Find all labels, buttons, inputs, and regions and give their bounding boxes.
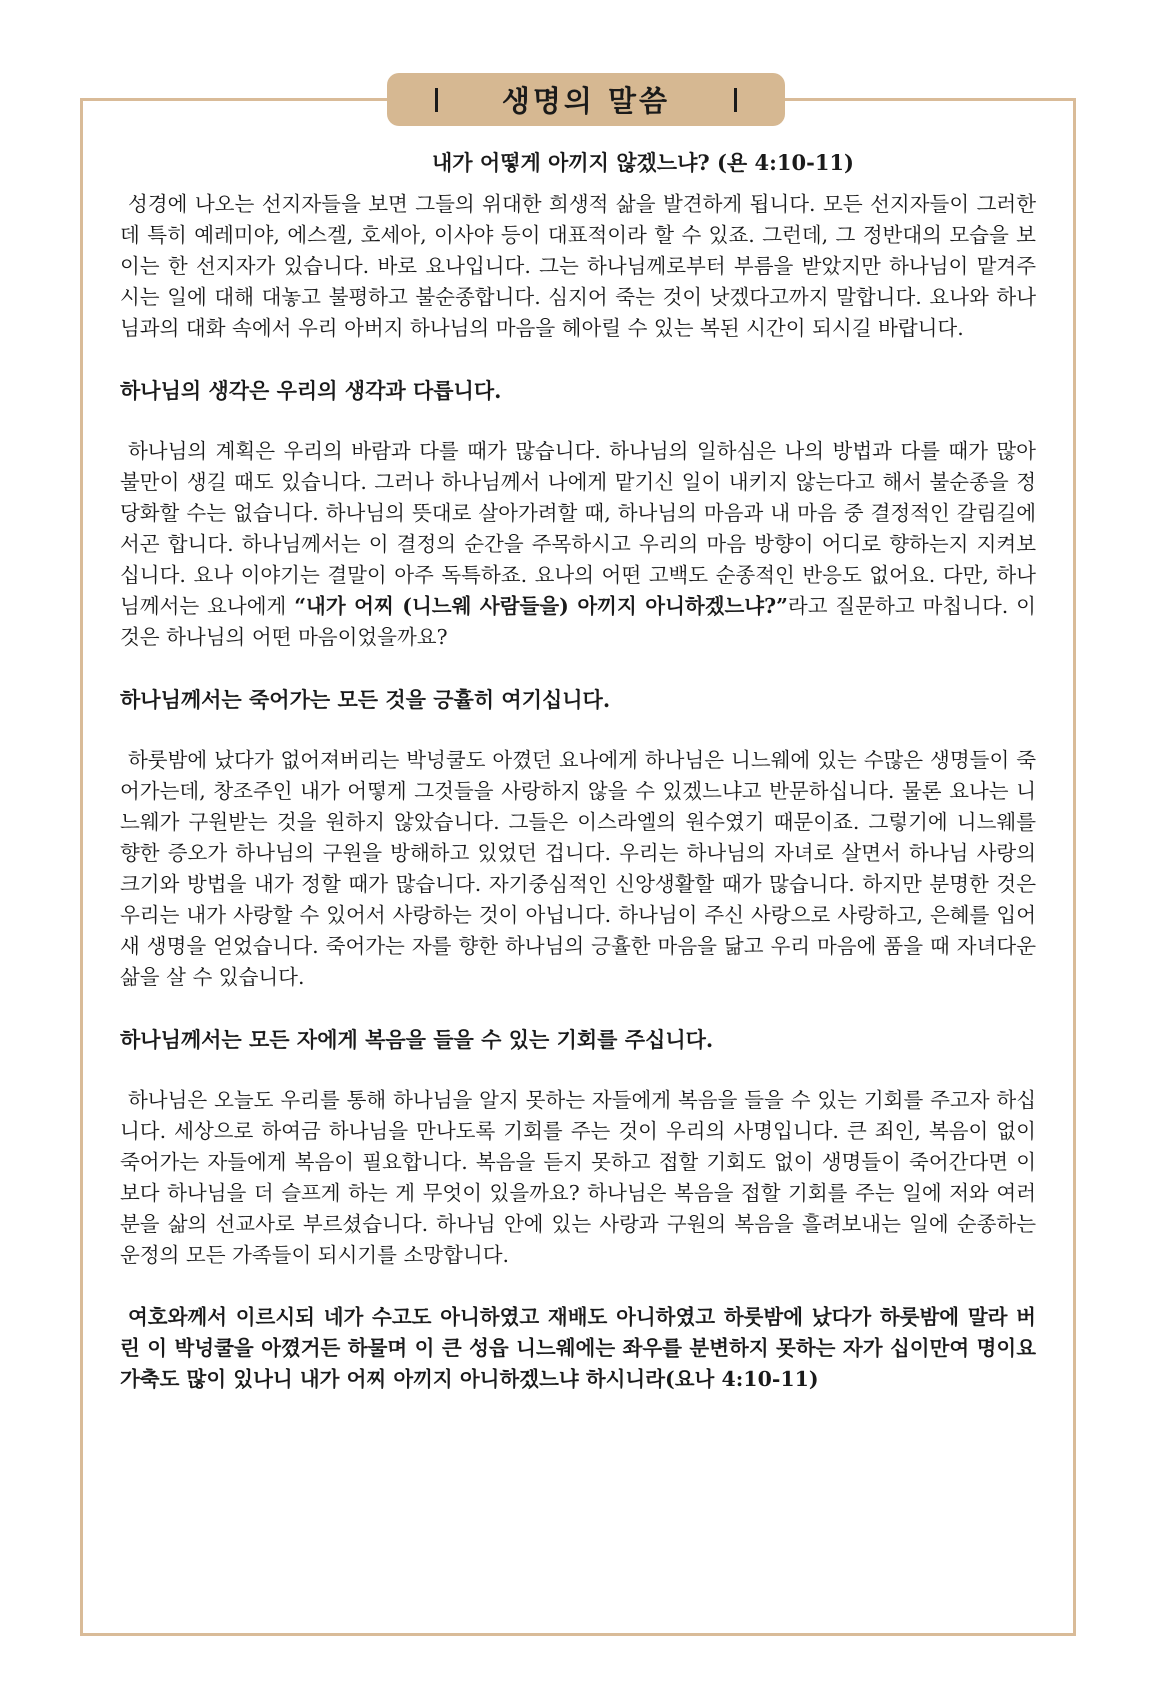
page-title: 생명의 말씀 xyxy=(501,84,671,118)
spacer xyxy=(120,406,1036,436)
title-tab xyxy=(387,73,785,126)
body1-quote: “내가 어찌 (니느웨 사람들을) 아끼지 아니하겠느냐?” xyxy=(294,594,788,618)
spacer xyxy=(120,1271,1036,1302)
spacer xyxy=(120,1055,1036,1085)
section-heading-3: 하나님께서는 모든 자에게 복음을 들을 수 있는 기회를 주십니다. xyxy=(120,1027,714,1052)
article-body xyxy=(120,147,1036,1395)
scripture-quote: 여호와께서 이르시되 네가 수고도 아니하였고 재배도 아니하였고 하룻밤에 났다가 하룻밤에 말라 버린 이 박넝쿨을 아꼈거든 하물며 이 큰 성읍 니느웨에는 좌우를 분변하지 못하는 자가 십이만여 명이요 가축도 많이 있나니 내가 어찌 아끼지 아니하겠느냐 하시니라(요나 4:10-11) xyxy=(120,1305,1036,1391)
title-right-bar xyxy=(734,88,737,112)
spacer xyxy=(120,993,1036,1024)
sermon-subtitle: 내가 어떻게 아끼지 않겠느냐? (욘 4:10-11) xyxy=(432,150,854,175)
intro-paragraph: 성경에 나오는 선지자들을 보면 그들의 위대한 희생적 삶을 발견하게 됩니다. 모든 선지자들이 그러한데 특히 예레미야, 에스겔, 호세아, 이사야 등이 대표적이라 할 수 있죠. 그런데, 그 정반대의 모습을 보이는 한 선지자가 있습니다. 바로 요나입니다. 그는 하나님께로부터 부름을 받았지만 하나님이 맡겨주시는 일에 대해 대놓고 불평하고 불순종합니다. 심지어 죽는 것이 낫겠다고까지 말합니다. 요나와 하나님과의 대화 속에서 우리 아버지 하나님의 마음을 헤아릴 수 있는 복된 시간이 되시길 바랍니다. xyxy=(120,192,1036,340)
spacer xyxy=(120,344,1036,375)
section-body-1 xyxy=(120,436,1036,653)
title-left-bar xyxy=(435,88,438,112)
section-heading-1: 하나님의 생각은 우리의 생각과 다릅니다. xyxy=(120,378,502,403)
spacer xyxy=(120,715,1036,745)
section-body-3: 하나님은 오늘도 우리를 통해 하나님을 알지 못하는 자들에게 복음을 들을 수 있는 기회를 주고자 하십니다. 세상으로 하여금 하나님을 만나도록 기회를 주는 것이 우리의 사명입니다. 큰 죄인, 복음이 없이 죽어가는 자들에게 복음이 필요합니다. 복음을 듣지 못하고 접할 기회도 없이 생명들이 죽어간다면 이보다 하나님을 더 슬프게 하는 게 무엇이 있을까요? 하나님은 복음을 접할 기회를 주는 일에 저와 여러분을 삶의 선교사로 부르셨습니다. 하나님 안에 있는 사랑과 구원의 복음을 흘려보내는 일에 순종하는 운정의 모든 가족들이 되시기를 소망합니다. xyxy=(120,1088,1036,1267)
spacer xyxy=(120,653,1036,684)
section-heading-2: 하나님께서는 죽어가는 모든 것을 긍휼히 여기십니다. xyxy=(120,687,611,712)
body1-text-a: 하나님의 계획은 우리의 바람과 다를 때가 많습니다. 하나님의 일하심은 나의 방법과 다를 때가 많아 불만이 생길 때도 있습니다. 그러나 하나님께서 나에게 맡기신 일이 내키지 않는다고 해서 불순종을 정당화할 수는 없습니다. 하나님의 뜻대로 살아가려할 때, 하나님의 마음과 내 마음 중 결정적인 갈림길에 서곤 합니다. 하나님께서는 이 결정의 순간을 주목하시고 우리의 마음 방향이 어디로 향하는지 지켜보십니다. 요나 이야기는 결말이 아주 독특하죠. 요나의 어떤 고백도 순종적인 반응도 없어요. 다만, 하나님께서는 요나에게 xyxy=(120,439,1036,618)
body1-text-b: 라고 질문하고 마칩니다. 이것은 하나님의 어떤 마음이었을까요? xyxy=(120,594,1036,649)
section-body-2: 하룻밤에 났다가 없어져버리는 박넝쿨도 아꼈던 요나에게 하나님은 니느웨에 있는 수많은 생명들이 죽어가는데, 창조주인 내가 어떻게 그것들을 사랑하지 않을 수 있겠느냐고 반문하십니다. 물론 요나는 니느웨가 구원받는 것을 원하지 않았습니다. 그들은 이스라엘의 원수였기 때문이죠. 그렇기에 니느웨를 향한 증오가 하나님의 구원을 방해하고 있었던 겁니다. 우리는 하나님의 자녀로 살면서 하나님 사랑의 크기와 방법을 내가 정할 때가 많습니다. 자기중심적인 신앙생활할 때가 많습니다. 하지만 분명한 것은 우리는 내가 사랑할 수 있어서 사랑하는 것이 아닙니다. 하나님이 주신 사랑으로 사랑하고, 은혜를 입어 새 생명을 얻었습니다. 죽어가는 자를 향한 하나님의 긍휼한 마음을 닮고 우리 마음에 품을 때 자녀다운 삶을 살 수 있습니다. xyxy=(120,748,1036,989)
